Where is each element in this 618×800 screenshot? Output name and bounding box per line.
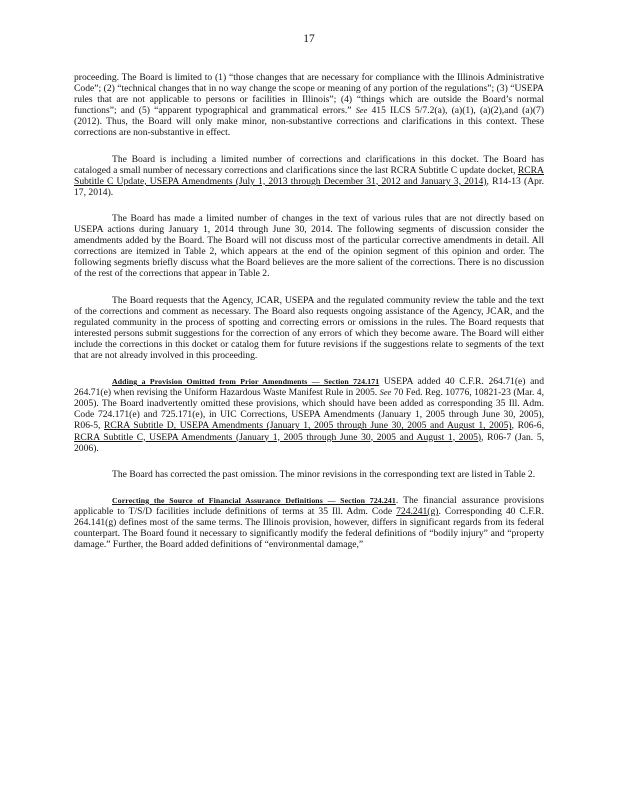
paragraph-text: , R06-6, bbox=[511, 420, 544, 432]
paragraph-requests: The Board requests that the Agency, JCAR, USEPA and the regulated community review the table and the text of the corrections and comment as necessary. The Board also requests ongoing assistance of the Agency, JCAR, and the regulated community in the process of spotting and correcting errors or omissions in the rules. The Board requests that interested persons submit suggestions for the correction of any errors of which they become aware. The Board will either include the corrections in this docket or catalog them for future revisions if the suggestions relate to segments of the text that are not already involved in this proceeding. bbox=[74, 294, 544, 361]
paragraph-text: . Corresponding 40 C.F.R. 264.141(g) defines most of the same terms. The Illinois provision, however, differs in significant regards from its federal counterpart. The Board found it necessary to significantly modify the federal definitions of “bodily injury” and “property damage.” Further, the Board added definitions of “environmental damage,” bbox=[74, 505, 544, 551]
paragraph-section-724-241 bbox=[74, 495, 544, 550]
case-citation: RCRA Subtitle C, USEPA Amendments (January 1, 2005 through June 30, 2005 and August 1, 2005) bbox=[74, 431, 482, 443]
case-citation: RCRA Subtitle D, USEPA Amendments (January 1, 2005 through June 30, 2005 and August 1, 2005) bbox=[104, 420, 512, 432]
section-heading: Correcting the Source of Financial Assurance Definitions — Section 724.241 bbox=[112, 495, 396, 505]
citation-signal: See bbox=[355, 106, 368, 116]
citation-signal: See bbox=[379, 388, 392, 398]
paragraph-text: . The financial assurance provisions applicable to T/S/D facilities include definitions of terms at 35 Ill. Adm. Code bbox=[74, 494, 544, 517]
paragraph-text: USEPA added 40 C.F.R. 264.71(e) and 264.71(e) when revising the Uniform Hazardous Waste Manifest Rule in 2005. bbox=[74, 376, 544, 399]
paragraph-text: , R06-7 (Jan. 5, 2006). bbox=[74, 431, 545, 454]
paragraph-text: 70 Fed. Reg. 10776, 10821-23 (Mar. 4, 2005). The Board inadvertently omitted these provisions, which should have been added as corresponding 35 Ill. Adm. Code 724.171(e) and 725.171(e), in UIC Corrections, USEPA Amendments (January 1, 2005 through June 30, 2005), R06-5, bbox=[74, 387, 545, 432]
paragraph-limited-changes: The Board has made a limited number of changes in the text of various rules that are not directly based on USEPA actions during January 1, 2014 through June 30, 2014. The following segments of discussion consider the amendments added by the Board. The Board will not discuss most of the particular corrective amendments in detail. All corrections are itemized in Table 2, which appears at the end of the opinion segment of this opinion and order. The following segments briefly discuss what the Board believes are the more salient of the corrections. There is no discussion of the rest of the corrections that appear in Table 2. bbox=[74, 212, 544, 280]
case-citation: RCRA Subtitle C Update, USEPA Amendments (July 1, 2013 through December 31, 2012 and January 3, 2014) bbox=[74, 164, 544, 187]
paragraph-statutory-limits bbox=[74, 72, 544, 139]
paragraph-section-724-171 bbox=[74, 376, 544, 454]
section-heading: Adding a Provision Omitted from Prior Amendments — Section 724.171 bbox=[112, 377, 380, 387]
paragraph-omission-corrected: The Board has corrected the past omission. The minor revisions in the corresponding text are listed in Table 2. bbox=[112, 468, 536, 480]
paragraph-corrections-intro bbox=[74, 154, 544, 198]
code-citation: 724.241(g) bbox=[396, 505, 439, 517]
paragraph-text: 415 ILCS 5/7.2(a), (a)(1), (a)(2),and (a)(7) (2012). Thus, the Board will only make minor, non-substantive corrections and clarifications in this context. These corrections are non-substantive in effect. bbox=[74, 105, 545, 139]
paragraph-text: The Board is including a limited number of corrections and clarifications in this docket. The Board has cataloged a small number of necessary corrections and clarifications since the last RCRA Subtitle C update docket, bbox=[74, 153, 544, 176]
paragraph-text: proceeding. The Board is limited to (1) “those changes that are necessary for compliance with the Illinois Administrative Code”; (2) “technical changes that in no way change the scope or meaning of any portion of the regulations”; (3) “USEPA rules that are not applicable to persons or facilities in Illinois”; (4) “things which are outside the Board’s normal functions”; and (5) “apparent typographical and grammatical errors.” bbox=[74, 72, 544, 117]
document-body bbox=[74, 72, 544, 565]
paragraph-text: , R14-13 (Apr. 17, 2014). bbox=[74, 175, 544, 198]
page-number: 17 bbox=[303, 33, 315, 45]
